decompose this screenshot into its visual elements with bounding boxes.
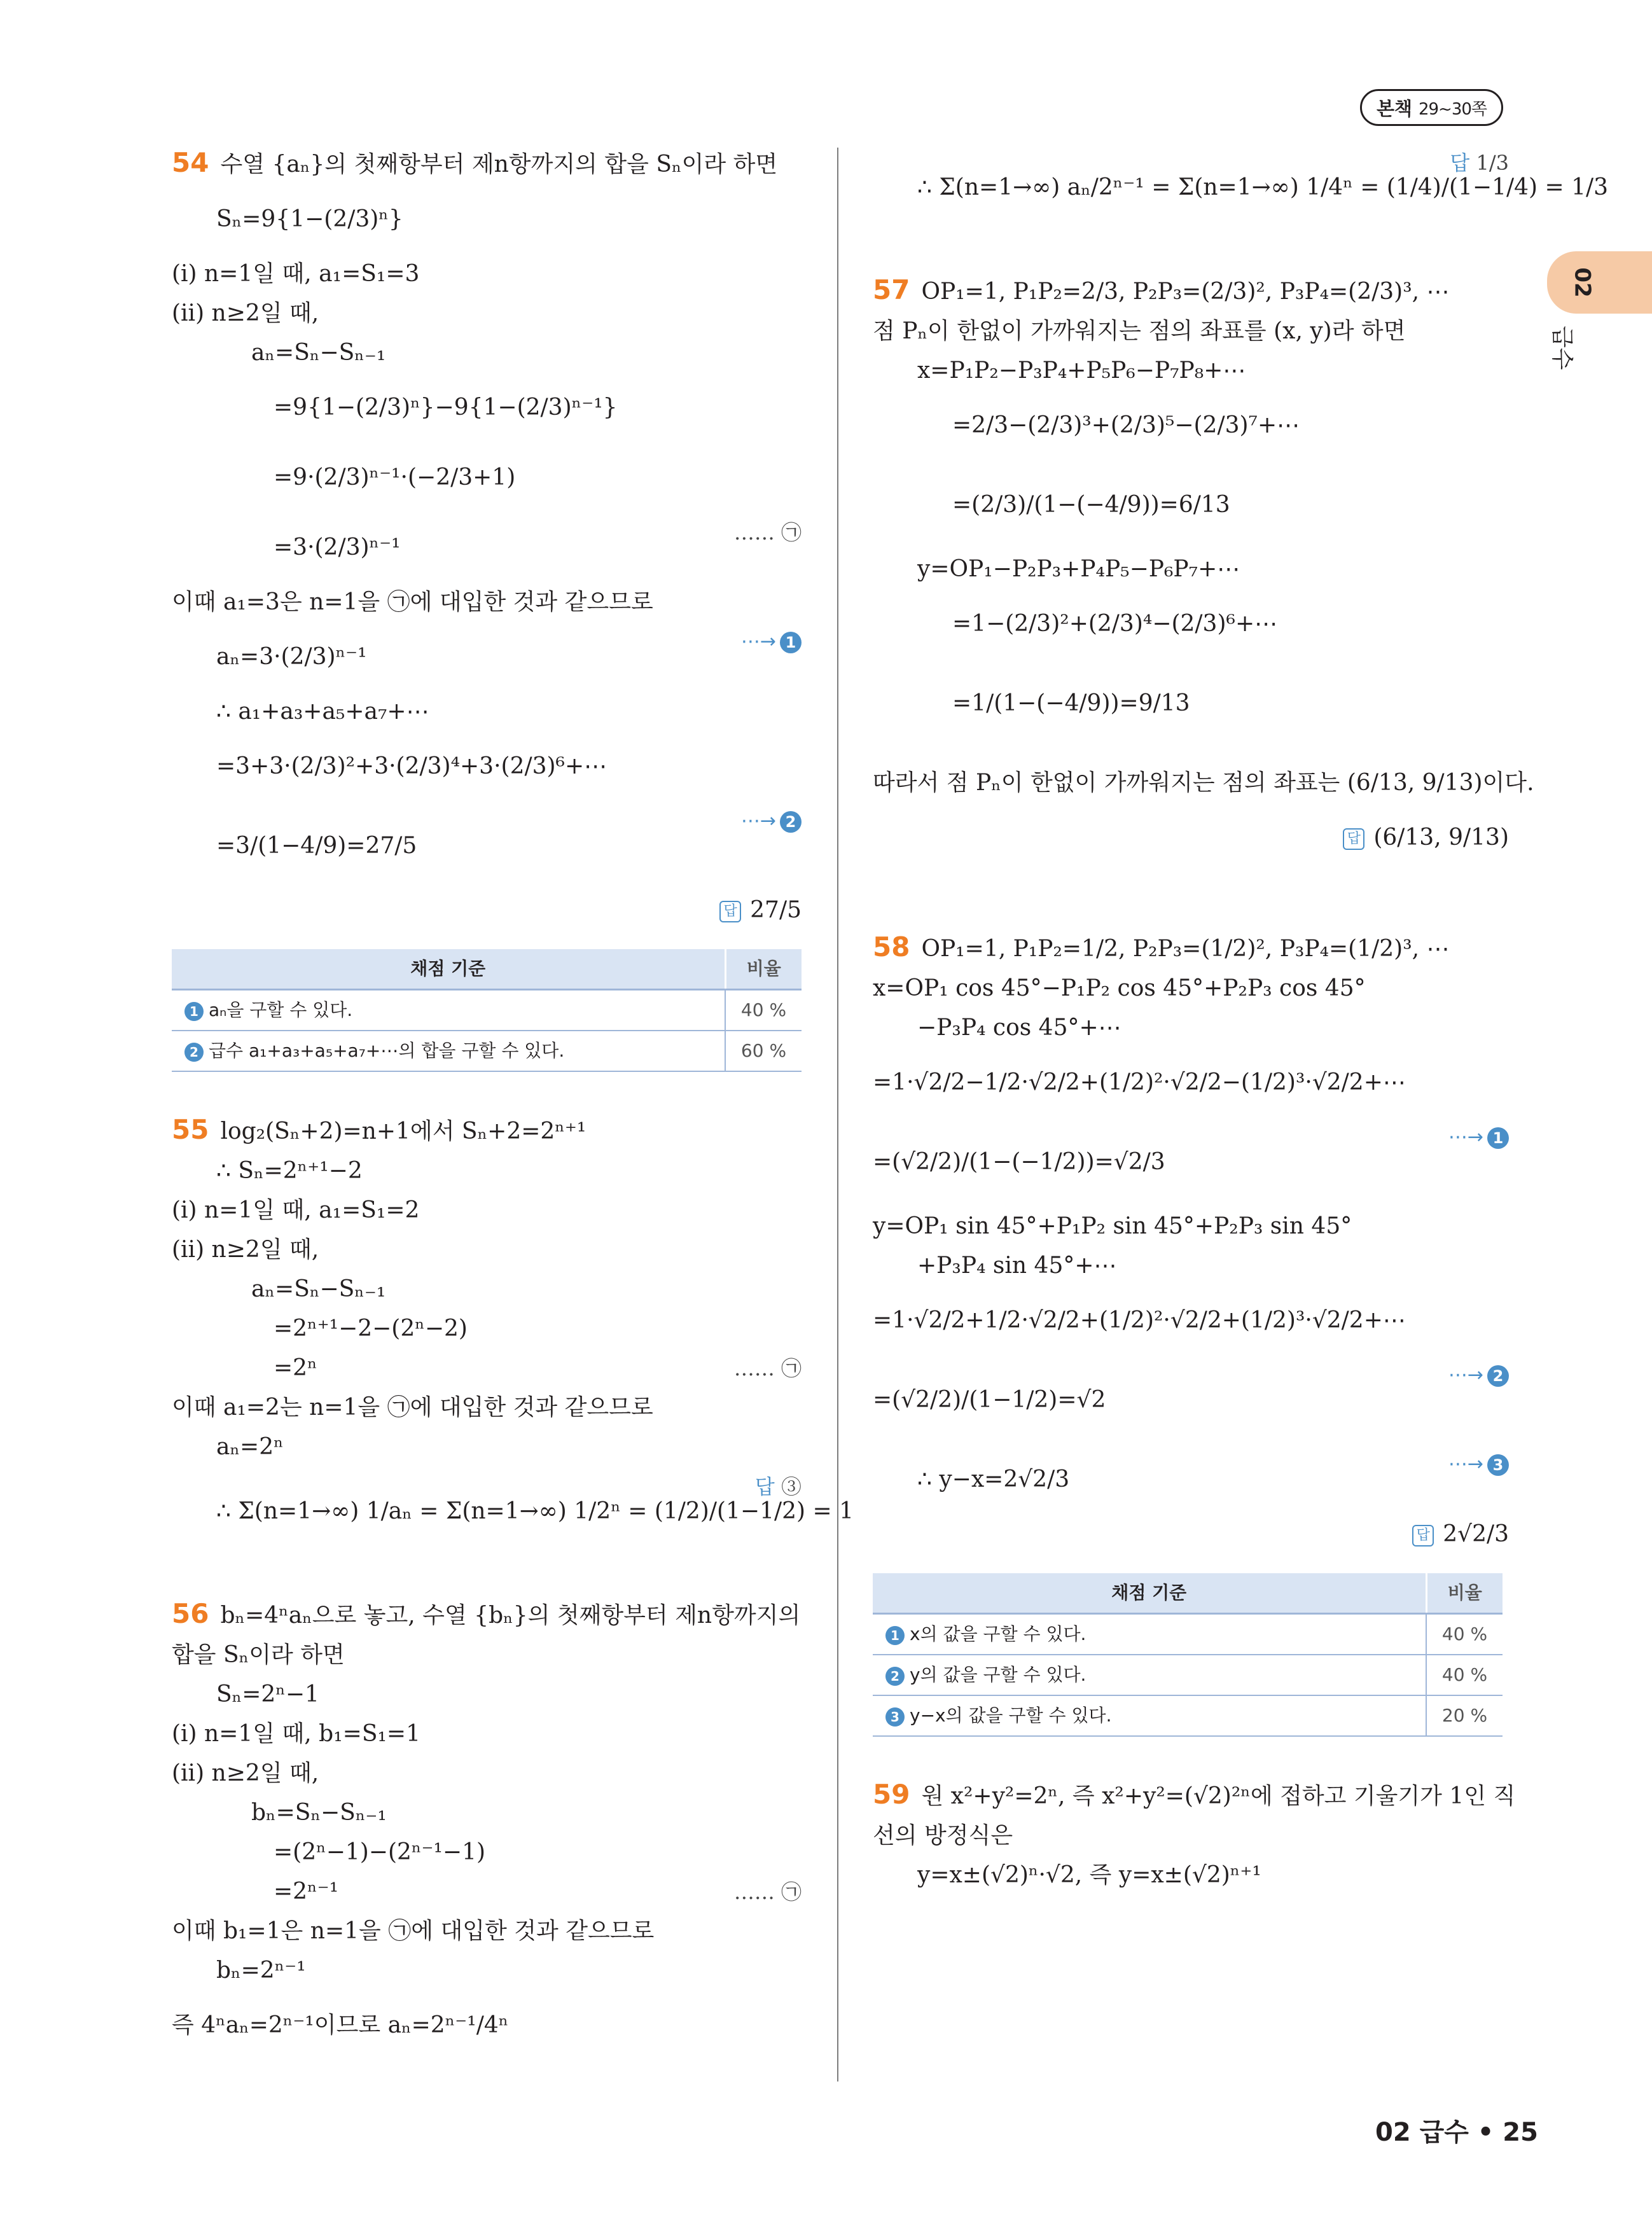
math-text: ∴ Σ(n=1→∞) 1/aₙ = Σ(n=1→∞) 1/2ⁿ = (1/2)/(1−1/2) = 1 (216, 1498, 854, 1524)
math-text: −P₃P₄ cos 45°+⋯ (917, 1015, 1121, 1041)
answer-icon: 답 (1450, 151, 1476, 175)
math-line (873, 1286, 1509, 1356)
grading-ratio: 40 % (725, 990, 802, 1031)
question-text: 수열 {aₙ}의 첫째항부터 제n항까지의 합을 Sₙ이라 하면 (220, 151, 778, 177)
answer-value: 1/3 (1476, 151, 1509, 175)
math-line (172, 1951, 802, 1991)
math-line (172, 1388, 802, 1428)
math-text: (ⅱ) n≥2일 때, (172, 300, 319, 326)
math-text: y=OP₁−P₂P₃+P₄P₅−P₆P₇+⋯ (917, 556, 1240, 582)
math-line (172, 1754, 802, 1793)
question-number: 54 (172, 147, 209, 178)
spacer (172, 1556, 802, 1594)
math-text: y=x±(√2)ⁿ·√2, 즉 y=x±(√2)ⁿ⁺¹ (917, 1862, 1261, 1888)
step-marker: ⋯→ 1 (741, 622, 802, 662)
math-text: =1/(1−(−4/9))=9/13 (952, 690, 1190, 716)
math-line (172, 1428, 802, 1467)
left-column (172, 143, 854, 2061)
question-text: log₂(Sₙ+2)=n+1에서 Sₙ+2=2ⁿ⁺¹ (220, 1118, 587, 1144)
equation-marker: …… ㉠ (733, 1356, 802, 1380)
question-number: 56 (172, 1598, 209, 1629)
chapter-number: 02 (1569, 267, 1595, 298)
math-line (172, 1714, 802, 1754)
answer-inline (755, 1467, 802, 1506)
question-line (172, 143, 802, 184)
step-marker: ⋯→ 1 (1448, 1118, 1509, 1157)
step-number-icon: 1 (780, 632, 802, 653)
step-number-icon: 1 (1487, 1127, 1509, 1149)
grading-criteria-text: 급수 a₁+a₃+a₅+a₇+⋯의 합을 구할 수 있다. (209, 1040, 565, 1061)
math-text: aₙ=3·(2/3)ⁿ⁻¹ (216, 644, 367, 670)
step-number-icon: 1 (184, 1002, 204, 1021)
math-text: bₙ=Sₙ−Sₙ₋₁ (251, 1800, 387, 1826)
question-line (873, 928, 1509, 969)
grading-row (873, 1695, 1503, 1736)
grading-ratio: 40 % (1426, 1614, 1503, 1655)
question-number: 58 (873, 931, 910, 963)
math-line (172, 1191, 802, 1230)
answer-icon: 답 (754, 1475, 781, 1499)
answer-line (873, 1515, 1509, 1554)
math-text: =(√2/2)/(1−1/2)=√2 (873, 1387, 1106, 1413)
math-line (172, 1309, 802, 1349)
math-text: =2/3−(2/3)³+(2/3)⁵−(2/3)⁷+⋯ (952, 412, 1300, 438)
question-number: 55 (172, 1114, 209, 1145)
grading-row (172, 990, 802, 1031)
math-line (873, 550, 1509, 589)
reference-label: 본책 (1376, 97, 1412, 120)
math-line (873, 1445, 1509, 1515)
math-line (172, 333, 802, 373)
step-marker: ⋯→ 2 (1448, 1356, 1509, 1395)
grading-table (172, 949, 802, 1072)
equation-marker: …… ㉠ (733, 520, 802, 545)
math-line (873, 1816, 1509, 1856)
math-line (172, 373, 802, 443)
math-text: bₙ=2ⁿ⁻¹ (216, 1957, 306, 1984)
grading-row (873, 1614, 1503, 1655)
math-line (172, 1349, 802, 1388)
math-text: (ⅰ) n=1일 때, b₁=S₁=1 (172, 1721, 420, 1747)
spacer (873, 1737, 1509, 1775)
grading-criteria (172, 1031, 725, 1071)
column-divider (837, 148, 838, 2082)
grading-criteria-text: x의 값을 구할 수 있다. (910, 1623, 1086, 1644)
math-line (873, 969, 1509, 1008)
question-text: 원 x²+y²=2ⁿ, 즉 x²+y²=(√2)²ⁿ에 접하고 기울기가 1인 직 (921, 1783, 1516, 1809)
reference-badge (1360, 89, 1503, 126)
math-text: =3·(2/3)ⁿ⁻¹ (274, 534, 401, 560)
answer-icon: 답 (719, 901, 741, 922)
chapter-tab[interactable] (1547, 251, 1652, 314)
math-line (172, 583, 802, 622)
math-text: x=P₁P₂−P₃P₄+P₅P₆−P₇P₈+⋯ (917, 358, 1246, 384)
page-footer: 02 급수 • 25 (1375, 2118, 1538, 2147)
math-line (172, 1270, 802, 1309)
math-text: =1−(2/3)²+(2/3)⁴−(2/3)⁶+⋯ (952, 611, 1278, 637)
math-line (873, 589, 1509, 659)
math-text: 점 Pₙ이 한없이 가까워지는 점의 좌표를 (x, y)라 하면 (873, 318, 1406, 344)
math-line (172, 1636, 802, 1675)
math-text: ∴ Σ(n=1→∞) aₙ/2ⁿ⁻¹ = Σ(n=1→∞) 1/4ⁿ = (1/4)/(1−1/4) = 1/3 (917, 174, 1609, 200)
math-line (172, 443, 802, 513)
question-line (873, 1775, 1516, 1816)
grading-criteria (873, 1695, 1426, 1736)
math-line (873, 1246, 1509, 1286)
math-line (873, 1207, 1509, 1246)
math-text: +P₃P₄ sin 45°+⋯ (917, 1253, 1117, 1279)
math-text: ∴ a₁+a₃+a₅+a₇+⋯ (216, 698, 429, 725)
math-text: =(√2/2)/(1−(−1/2))=√2/3 (873, 1149, 1165, 1175)
math-text: Sₙ=9{1−(2/3)ⁿ} (216, 206, 403, 232)
math-line (172, 1675, 802, 1714)
math-text: Sₙ=2ⁿ−1 (216, 1681, 319, 1707)
math-line (873, 351, 1509, 391)
answer-line (172, 891, 802, 930)
math-line (172, 254, 802, 294)
math-text: =9{1−(2/3)ⁿ}−9{1−(2/3)ⁿ⁻¹} (274, 394, 618, 420)
math-line (172, 692, 802, 732)
answer-value: ③ (781, 1475, 802, 1499)
grading-header-criteria: 채점 기준 (873, 1573, 1426, 1614)
math-text: 따라서 점 Pₙ이 한없이 가까워지는 점의 좌표는 (6/13, 9/13)이다. (873, 770, 1534, 796)
math-line (172, 732, 802, 802)
grading-criteria-text: y의 값을 구할 수 있다. (910, 1664, 1086, 1685)
math-text: 즉 4ⁿaₙ=2ⁿ⁻¹이므로 aₙ=2ⁿ⁻¹/4ⁿ (172, 2012, 509, 2038)
spacer (873, 858, 1509, 928)
grading-criteria-text: aₙ을 구할 수 있다. (209, 999, 353, 1020)
math-text: 선의 방정식은 (873, 1823, 1013, 1849)
equation-marker: …… ㉠ (733, 1880, 802, 1904)
answer-inline (1450, 143, 1509, 183)
chapter-title: 급수 (1549, 326, 1575, 370)
math-text: aₙ=Sₙ−Sₙ₋₁ (251, 1276, 386, 1302)
step-number-icon: 2 (184, 1043, 204, 1062)
math-line (873, 659, 1509, 748)
math-text: =(2ⁿ−1)−(2ⁿ⁻¹−1) (274, 1839, 486, 1865)
step-number-icon: 3 (1487, 1454, 1509, 1476)
spacer (172, 1072, 802, 1110)
math-line (873, 1048, 1509, 1118)
math-line (873, 1008, 1509, 1048)
question-number: 57 (873, 274, 910, 305)
math-text: =2ⁿ (274, 1355, 317, 1381)
grading-criteria (873, 1614, 1426, 1655)
math-line (172, 802, 802, 891)
math-line (172, 1912, 802, 1951)
math-line (172, 513, 802, 583)
question-line (172, 1110, 802, 1151)
math-line (172, 1230, 802, 1270)
answer-line (873, 818, 1509, 858)
step-number-icon: 2 (780, 811, 802, 833)
math-line (873, 1356, 1509, 1445)
question-line (172, 1594, 802, 1636)
answer-value: (6/13, 9/13) (1373, 824, 1509, 851)
math-line (172, 622, 802, 692)
math-text: ∴ Sₙ=2ⁿ⁺¹−2 (216, 1158, 363, 1184)
math-line (172, 1467, 854, 1556)
grading-table (873, 1573, 1503, 1737)
question-text: bₙ=4ⁿaₙ으로 놓고, 수열 {bₙ}의 첫째항부터 제n항까지의 (220, 1602, 801, 1629)
spacer (873, 232, 1509, 270)
math-line (172, 1793, 802, 1833)
math-line (172, 184, 802, 254)
math-text: =9·(2/3)ⁿ⁻¹·(−2/3+1) (274, 464, 516, 490)
math-line (172, 1991, 802, 2061)
answer-value: 2√2/3 (1443, 1521, 1509, 1547)
grading-header-ratio: 비율 (725, 949, 802, 990)
math-text: =2ⁿ⁻¹ (274, 1879, 339, 1905)
answer-icon: 답 (1412, 1525, 1434, 1546)
reference-pages: 29~30쪽 (1418, 99, 1487, 119)
grading-ratio: 20 % (1426, 1695, 1503, 1736)
math-text: 합을 Sₙ이라 하면 (172, 1642, 345, 1668)
math-text: ∴ y−x=2√2/3 (917, 1466, 1070, 1492)
math-text: (ⅰ) n=1일 때, a₁=S₁=3 (172, 261, 420, 287)
math-text: (ⅰ) n=1일 때, a₁=S₁=2 (172, 1197, 420, 1223)
grading-criteria-text: y−x의 값을 구할 수 있다. (910, 1705, 1112, 1726)
answer-icon: 답 (1343, 828, 1364, 850)
step-marker: ⋯→ 3 (1448, 1445, 1509, 1484)
math-text: y=OP₁ sin 45°+P₁P₂ sin 45°+P₂P₃ sin 45° (873, 1213, 1352, 1239)
math-line (873, 391, 1509, 461)
math-text: 이때 b₁=1은 n=1을 ㉠에 대입한 것과 같으므로 (172, 1918, 655, 1944)
answer-value: 27/5 (750, 897, 802, 923)
math-line (873, 1856, 1509, 1895)
math-text: =1·√2/2+1/2·√2/2+(1/2)²·√2/2+(1/2)³·√2/2+⋯ (873, 1307, 1406, 1333)
step-marker: ⋯→ 2 (741, 802, 802, 841)
math-text: =2ⁿ⁺¹−2−(2ⁿ−2) (274, 1316, 468, 1342)
math-text: (ⅱ) n≥2일 때, (172, 1760, 319, 1786)
math-line (873, 312, 1509, 351)
grading-row (873, 1655, 1503, 1695)
math-line (172, 1872, 802, 1912)
math-line (873, 461, 1509, 550)
math-line (873, 748, 1534, 818)
question-number: 59 (873, 1779, 910, 1810)
step-number-icon: 1 (885, 1626, 905, 1645)
math-line (172, 294, 802, 333)
step-number-icon: 3 (885, 1707, 905, 1727)
question-line (873, 270, 1509, 312)
grading-criteria (873, 1655, 1426, 1695)
grading-row (172, 1031, 802, 1071)
question-text: OP₁=1, P₁P₂=2/3, P₂P₃=(2/3)², P₃P₄=(2/3)³, ⋯ (921, 279, 1450, 305)
step-number-icon: 2 (1487, 1365, 1509, 1387)
math-text: =3+3·(2/3)²+3·(2/3)⁴+3·(2/3)⁶+⋯ (216, 753, 607, 779)
math-text: 이때 a₁=2는 n=1을 ㉠에 대입한 것과 같으므로 (172, 1394, 653, 1421)
grading-criteria (172, 990, 725, 1031)
math-line (172, 1833, 802, 1872)
grading-header-ratio: 비율 (1426, 1573, 1503, 1614)
question-text: OP₁=1, P₁P₂=1/2, P₂P₃=(1/2)², P₃P₄=(1/2)³, ⋯ (921, 936, 1450, 962)
grading-ratio: 40 % (1426, 1655, 1503, 1695)
math-text: aₙ=2ⁿ (216, 1434, 284, 1460)
math-text: (ⅱ) n≥2일 때, (172, 1237, 319, 1263)
math-text: aₙ=Sₙ−Sₙ₋₁ (251, 340, 386, 366)
math-text: =(2/3)/(1−(−4/9))=6/13 (952, 492, 1230, 518)
math-line (873, 1118, 1509, 1207)
step-number-icon: 2 (885, 1667, 905, 1686)
grading-header-criteria: 채점 기준 (172, 949, 725, 990)
math-line (172, 1151, 802, 1191)
math-line (873, 143, 1609, 232)
math-text: =3/(1−4/9)=27/5 (216, 833, 417, 859)
grading-ratio: 60 % (725, 1031, 802, 1071)
math-text: 이때 a₁=3은 n=1을 ㉠에 대입한 것과 같으므로 (172, 589, 653, 615)
math-text: =1·√2/2−1/2·√2/2+(1/2)²·√2/2−(1/2)³·√2/2+⋯ (873, 1069, 1406, 1095)
math-text: x=OP₁ cos 45°−P₁P₂ cos 45°+P₂P₃ cos 45° (873, 975, 1366, 1001)
